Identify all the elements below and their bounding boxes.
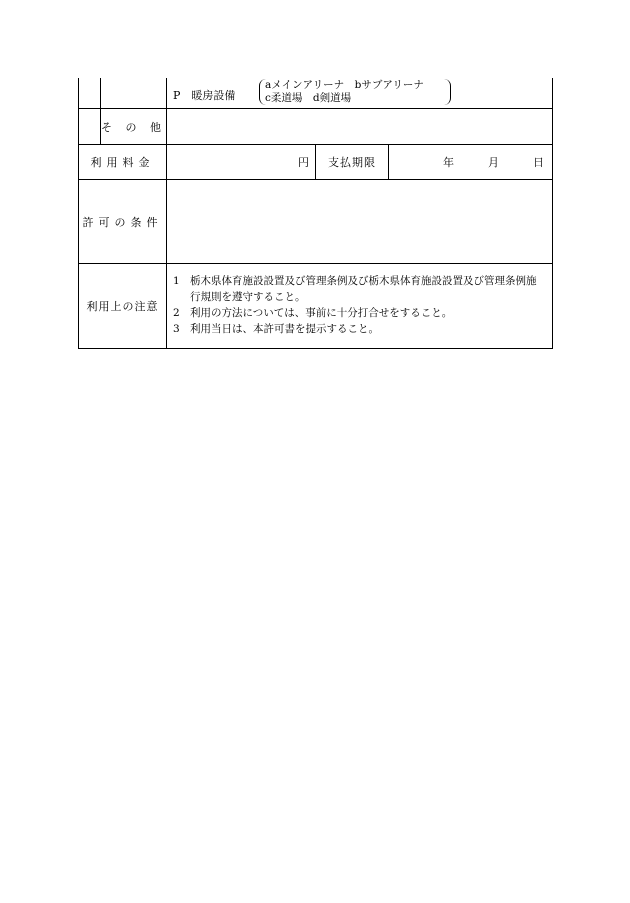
category-column-blank xyxy=(79,109,101,145)
note-number: 2 xyxy=(173,307,180,319)
fee-label: 利用料金 xyxy=(79,145,167,180)
note-item xyxy=(173,305,546,321)
notes-row xyxy=(79,264,553,349)
note-number: 1 xyxy=(173,275,180,287)
note-text: 利用の方法については、事前に十分打合せをすること。 xyxy=(190,307,453,319)
conditions-value[interactable] xyxy=(167,180,553,264)
heating-equipment-cell xyxy=(167,78,553,109)
fee-row xyxy=(79,145,553,180)
equipment-row xyxy=(79,78,553,109)
conditions-label: 許可の条件 xyxy=(79,180,167,264)
conditions-row xyxy=(79,180,553,264)
note-text: 利用当日は、本許可書を提示すること。 xyxy=(190,323,379,335)
note-number: 3 xyxy=(173,323,180,335)
heating-equipment-label: P 暖房設備 xyxy=(173,89,236,102)
heating-options-line-1: aメインアリーナ bサブアリーナ xyxy=(265,79,424,91)
heating-options-bracket xyxy=(259,79,451,105)
category-column-blank xyxy=(79,78,101,109)
payment-deadline-date-field[interactable] xyxy=(389,145,553,180)
payment-deadline-label: 支払期限 xyxy=(316,145,389,180)
other-value[interactable] xyxy=(167,109,553,145)
notes-list xyxy=(167,264,553,349)
note-item xyxy=(173,321,546,337)
permit-form-table xyxy=(78,78,553,349)
deadline-day-label: 日 xyxy=(533,156,545,169)
notes-label: 利用上の注意 xyxy=(79,264,167,349)
deadline-month-label: 月 xyxy=(488,156,500,169)
fee-unit: 円 xyxy=(298,156,309,169)
deadline-year-label: 年 xyxy=(443,156,455,169)
subcategory-column-blank xyxy=(101,78,167,109)
note-item xyxy=(173,273,546,305)
fee-amount-field[interactable] xyxy=(167,145,316,180)
other-row xyxy=(79,109,553,145)
heating-options-line-2: c柔道場 d剣道場 xyxy=(265,92,352,104)
other-label: そ の 他 xyxy=(101,109,167,145)
note-text: 栃木県体育施設設置及び管理条例及び栃木県体育施設設置及び管理条例施行規則を遵守すること。 xyxy=(190,275,537,303)
